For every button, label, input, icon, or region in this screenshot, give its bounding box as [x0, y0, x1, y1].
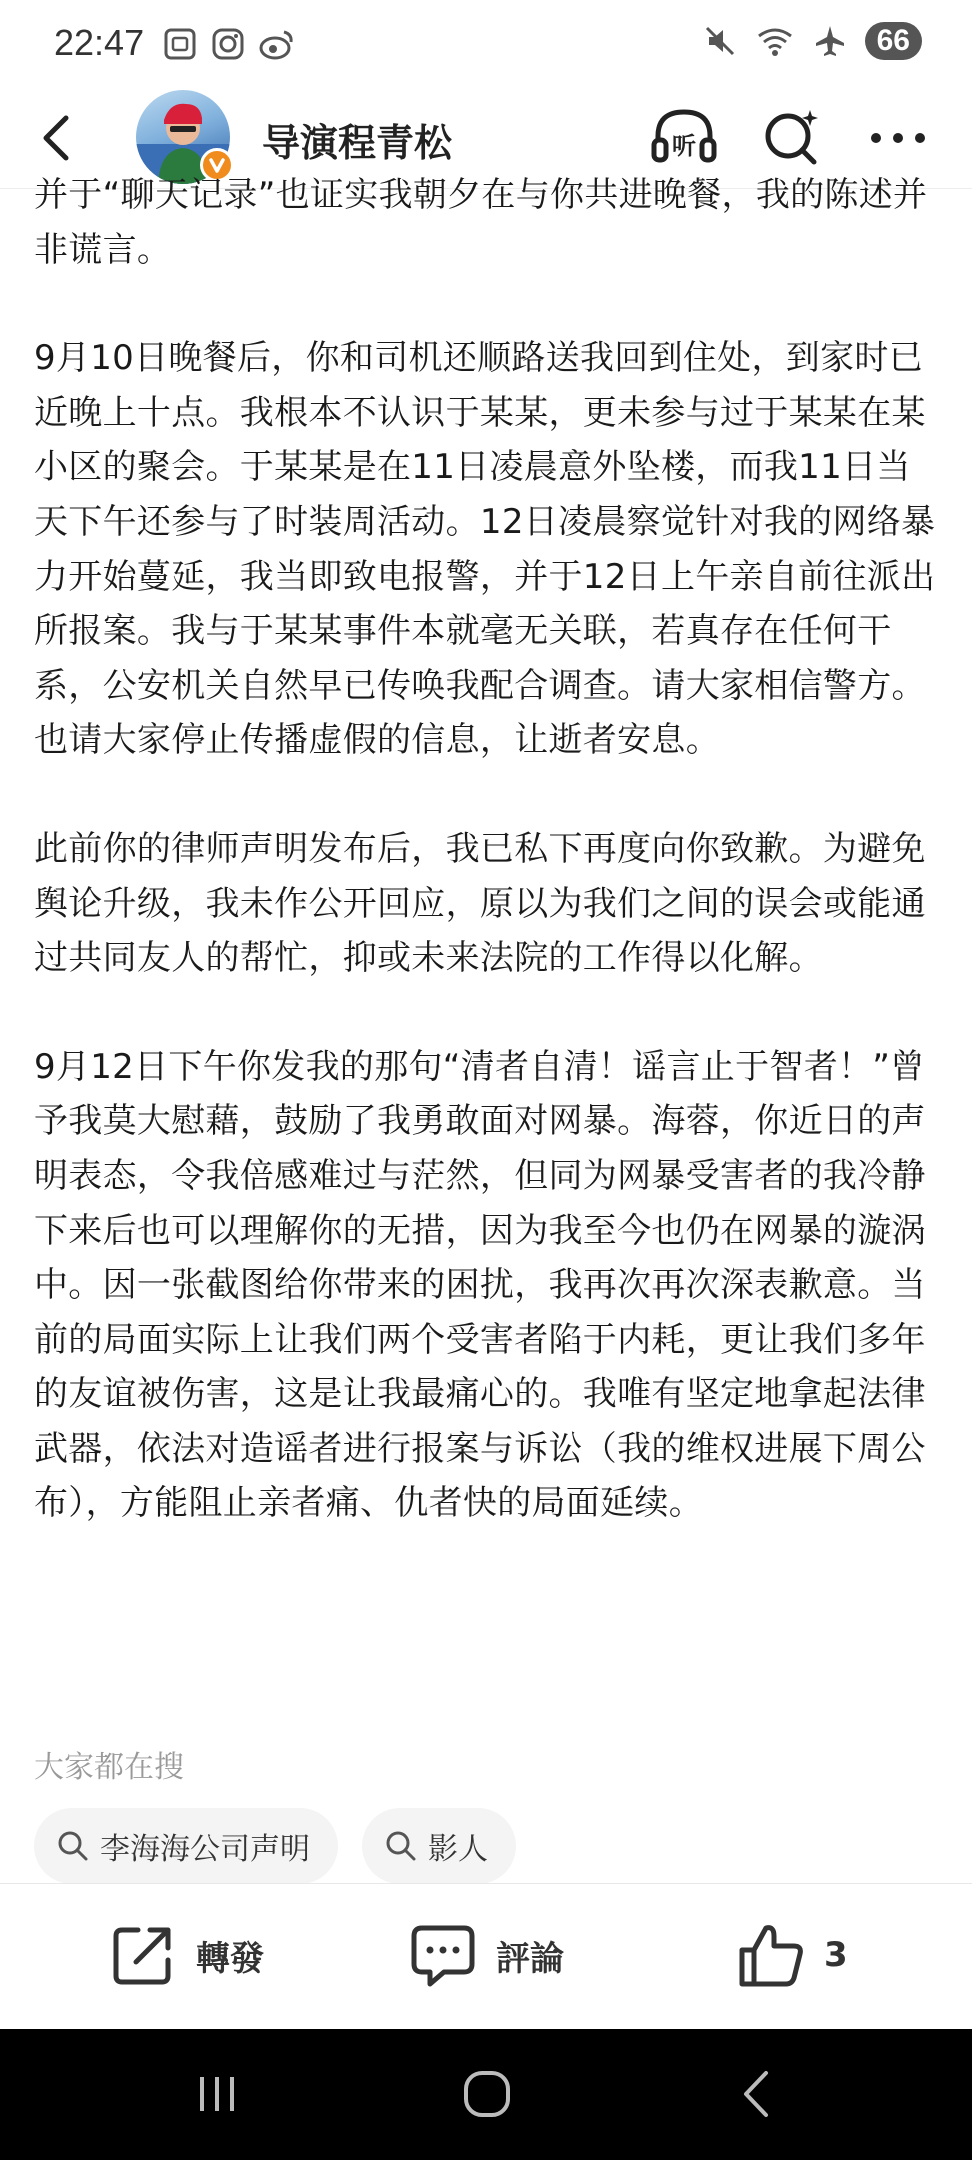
battery-indicator: 66 — [865, 22, 922, 60]
comment-label: 評論 — [496, 1938, 564, 1979]
status-icons-right — [703, 22, 922, 60]
nav-back-icon[interactable] — [724, 2059, 794, 2129]
trending-search — [34, 1742, 516, 1884]
post-paragraph: 9月10日晚餐后，你和司机还顺路送我回到住处，到家时已近晚上十点。我根本不认识于某某，更未参与过于某某在某小区的聚会。于某某是在11日凌晨意外坠楼，而我11日当天下午还参与了时装周活动。12日凌晨察觉针对我的网络暴力开始蔓延，我当即致电报警，并于12日上午亲自前往派出所报案。我与于某某事件本就毫无关联，若真存在任何干系，公安机关自然早已传唤我配合调查。请大家相信警方。也请大家停止传播虚假的信息，让逝者安息。 — [34, 338, 936, 761]
listen-label: 听 — [672, 132, 696, 160]
paragraph-gap — [34, 277, 939, 331]
like-count: 3 — [824, 1935, 848, 1975]
paragraph-gap — [34, 768, 939, 822]
post-paragraph: 此前你的律师声明发布后，我已私下再度向你致歉。为避免舆论升级，我未作公开回应，原以为我们之间的误会或能通过共同友人的帮忙，抑或未来法院的工作得以化解。 — [34, 828, 926, 979]
status-icons-left — [162, 26, 296, 62]
screenshot-icon — [162, 26, 198, 62]
trending-chips — [34, 1808, 516, 1884]
search-icon — [384, 1829, 418, 1863]
trending-title: 大家都在搜 — [34, 1750, 184, 1785]
paragraph-gap — [34, 986, 939, 1040]
author-name[interactable]: 导演程青松 — [262, 121, 453, 165]
search-icon — [756, 102, 828, 174]
weibo-icon — [258, 26, 296, 62]
wifi-icon — [755, 24, 795, 58]
repost-button[interactable] — [108, 1920, 264, 1990]
status-bar — [0, 0, 972, 88]
like-button[interactable] — [736, 1920, 848, 1990]
search-button[interactable] — [756, 102, 828, 174]
more-icon — [862, 102, 934, 174]
thumbs-up-icon — [736, 1920, 806, 1990]
home-icon[interactable] — [452, 2059, 522, 2129]
listen-icon — [648, 102, 720, 174]
back-button[interactable] — [28, 108, 88, 168]
search-chip-label: 影人 — [428, 1832, 488, 1867]
post-paragraph: 9月12日下午你发我的那句“清者自清！谣言止于智者！”曾予我莫大慰藉，鼓励了我勇敢面对网暴。海蓉，你近日的声明表态，令我倍感难过与茫然，但同为网暴受害者的我冷静下来后也可以理解你的无措，因为我至今也仍在网暴的漩涡中。因一张截图给你带来的困扰，我再次再次深表歉意。当前的局面实际上让我们两个受害者陷于内耗，更让我们多年的友谊被伤害，这是让我最痛心的。我唯有坚定地拿起法律武器，依法对造谣者进行报案与诉讼（我的维权进展下周公布），方能阻止亲者痛、仇者快的局面延续。 — [34, 1046, 926, 1524]
search-chip[interactable] — [34, 1808, 338, 1884]
search-icon — [56, 1829, 90, 1863]
action-bar — [0, 1883, 972, 2030]
instagram-icon — [210, 26, 246, 62]
more-button[interactable] — [862, 102, 934, 174]
comment-icon — [408, 1920, 478, 1990]
search-chip-label: 李海海公司声明 — [100, 1832, 310, 1867]
post-paragraph: 并于“聊天记录”也证实我朝夕在与你共进晚餐，我的陈述并非谎言。 — [34, 175, 928, 270]
listen-button[interactable] — [648, 102, 720, 174]
system-nav-bar — [0, 2029, 972, 2160]
comment-button[interactable] — [408, 1920, 564, 1990]
repost-icon — [108, 1920, 178, 1990]
repost-label: 轉發 — [196, 1938, 264, 1979]
mute-icon — [703, 24, 737, 58]
status-time: 22:47 — [54, 22, 145, 63]
search-chip[interactable] — [362, 1808, 516, 1884]
post-content — [34, 175, 939, 1531]
recent-apps-icon[interactable] — [182, 2059, 252, 2129]
airplane-icon — [813, 24, 847, 58]
